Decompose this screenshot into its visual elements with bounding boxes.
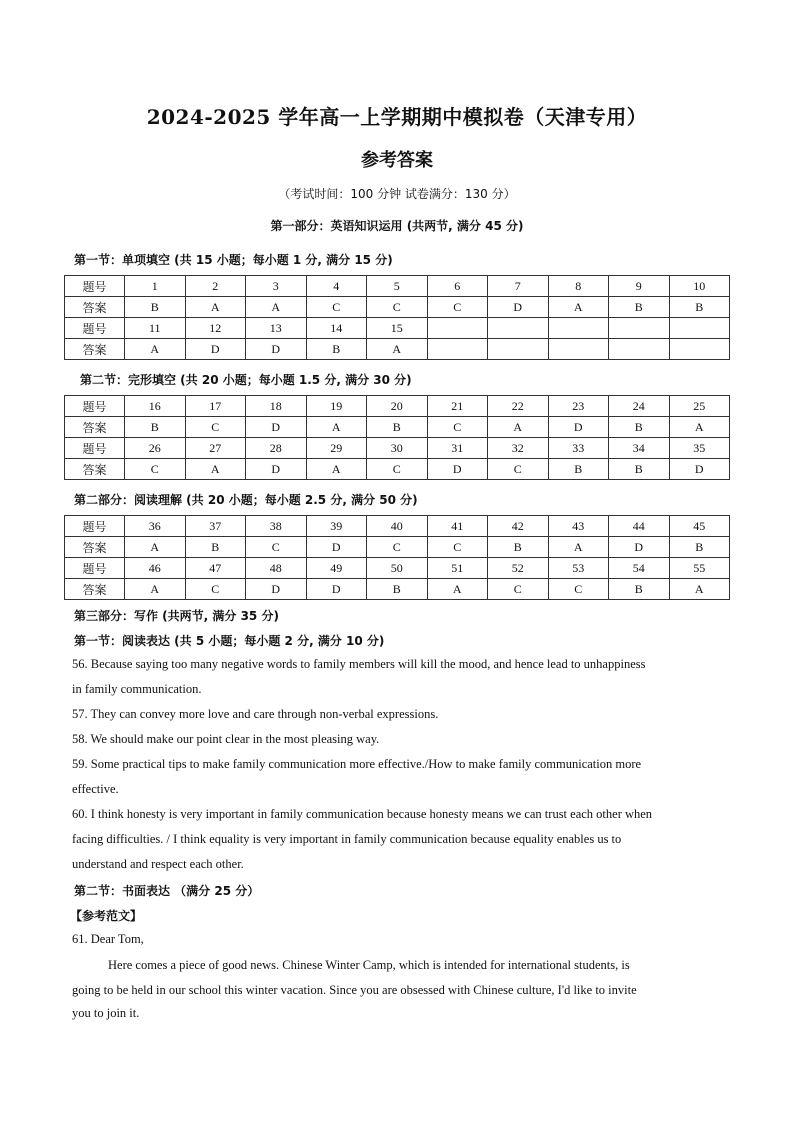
answer-56-line2: in family communication. xyxy=(72,682,202,696)
question-number-cell: 28 xyxy=(246,438,307,459)
answer-table-2 xyxy=(64,395,730,480)
question-number-cell: 40 xyxy=(367,516,428,537)
answer-cell: A xyxy=(306,417,367,438)
answer-59-line2: effective. xyxy=(72,782,119,796)
question-number-cell: 14 xyxy=(306,318,367,339)
question-number-cell: 21 xyxy=(427,396,488,417)
part1-heading: 第一部分：英语知识运用 (共两节, 满分 45 分) xyxy=(270,219,524,233)
question-number-cell: 44 xyxy=(609,516,670,537)
question-number-cell: 2 xyxy=(185,276,246,297)
table-row xyxy=(65,516,730,537)
question-number-cell: 1 xyxy=(125,276,186,297)
question-number-cell: 45 xyxy=(669,516,730,537)
section1-heading: 第一节：单项填空 (共 15 小题；每小题 1 分, 满分 15 分) xyxy=(74,253,393,267)
answer-58: 58. We should make our point clear in the most pleasing way. xyxy=(72,732,380,746)
answer-60-line1: 60. I think honesty is very important in family communication because honesty means we can trust each other when xyxy=(72,807,653,821)
table-row xyxy=(65,537,730,558)
question-number-cell: 29 xyxy=(306,438,367,459)
answer-cell: C xyxy=(367,459,428,480)
answer-cell xyxy=(427,339,488,360)
answer-cell: A xyxy=(125,579,186,600)
answer-cell: C xyxy=(427,297,488,318)
part2-heading: 第二部分：阅读理解 (共 20 小题；每小题 2.5 分, 满分 50 分) xyxy=(74,493,418,507)
answer-cell: D xyxy=(246,579,307,600)
question-number-cell: 22 xyxy=(488,396,549,417)
question-number-cell: 48 xyxy=(246,558,307,579)
question-number-cell: 3 xyxy=(246,276,307,297)
question-number-cell: 15 xyxy=(367,318,428,339)
question-number-cell: 19 xyxy=(306,396,367,417)
answer-60-line3: understand and respect each other. xyxy=(72,857,244,871)
answer-cell: D xyxy=(246,339,307,360)
row-label-question: 题号 xyxy=(65,396,125,417)
answer-cell: B xyxy=(367,579,428,600)
question-number-cell xyxy=(427,318,488,339)
answer-cell: C xyxy=(427,537,488,558)
answer-cell: B xyxy=(548,459,609,480)
question-number-cell: 50 xyxy=(367,558,428,579)
answer-cell: B xyxy=(367,417,428,438)
question-number-cell: 25 xyxy=(669,396,730,417)
answer-cell: A xyxy=(185,297,246,318)
table-row xyxy=(65,339,730,360)
answer-cell: A xyxy=(669,417,730,438)
letter-line2: going to be held in our school this winter vacation. Since you are obsessed with Chinese culture, I'd like to invite xyxy=(72,983,637,997)
answer-cell: C xyxy=(488,459,549,480)
table-row xyxy=(65,417,730,438)
question-number-cell: 42 xyxy=(488,516,549,537)
question-number-cell: 26 xyxy=(125,438,186,459)
row-label-question: 题号 xyxy=(65,438,125,459)
answer-cell: A xyxy=(125,537,186,558)
question-number-cell: 54 xyxy=(609,558,670,579)
answer-cell: C xyxy=(185,417,246,438)
question-number-cell: 55 xyxy=(669,558,730,579)
question-number-cell xyxy=(669,318,730,339)
answer-59-line1: 59. Some practical tips to make family communication more effective./How to make family communication more xyxy=(72,757,642,771)
answer-57: 57. They can convey more love and care through non-verbal expressions. xyxy=(72,707,439,721)
question-number-cell: 41 xyxy=(427,516,488,537)
part3-section2-heading: 第二节：书面表达 （满分 25 分） xyxy=(74,884,260,898)
answer-cell: C xyxy=(488,579,549,600)
answer-table-1 xyxy=(64,275,730,360)
answer-cell: C xyxy=(367,297,428,318)
question-number-cell: 4 xyxy=(306,276,367,297)
row-label-answer: 答案 xyxy=(65,297,125,318)
answer-cell: B xyxy=(609,459,670,480)
answer-cell xyxy=(488,339,549,360)
question-number-cell: 27 xyxy=(185,438,246,459)
question-number-cell: 33 xyxy=(548,438,609,459)
row-label-answer: 答案 xyxy=(65,339,125,360)
sample-essay-label: 【参考范文】 xyxy=(70,909,143,923)
question-number-cell: 52 xyxy=(488,558,549,579)
answer-cell: A xyxy=(669,579,730,600)
answer-60-line2: facing difficulties. / I think equality is very important in family communication because equality enables us to xyxy=(72,832,622,846)
question-number-cell: 37 xyxy=(185,516,246,537)
question-number-cell: 6 xyxy=(427,276,488,297)
answer-cell: D xyxy=(609,537,670,558)
exam-info: （考试时间：100 分钟 试卷满分：130 分） xyxy=(278,187,516,201)
row-label-question: 题号 xyxy=(65,276,125,297)
answer-56-line1: 56. Because saying too many negative words to family members will kill the mood, and hence lead to unhappiness xyxy=(72,657,646,671)
question-number-cell: 32 xyxy=(488,438,549,459)
table-row xyxy=(65,276,730,297)
page-title: 2024-2025 学年高一上学期期中模拟卷（天津专用） xyxy=(146,105,648,129)
question-number-cell: 31 xyxy=(427,438,488,459)
answer-cell: D xyxy=(669,459,730,480)
answer-cell: C xyxy=(548,579,609,600)
answer-cell: A xyxy=(306,459,367,480)
question-number-cell: 16 xyxy=(125,396,186,417)
answer-cell: C xyxy=(367,537,428,558)
answer-cell: B xyxy=(609,417,670,438)
table-row xyxy=(65,318,730,339)
question-number-cell: 51 xyxy=(427,558,488,579)
question-number-cell: 5 xyxy=(367,276,428,297)
table-row xyxy=(65,579,730,600)
table-row xyxy=(65,297,730,318)
question-number-cell xyxy=(488,318,549,339)
question-number-cell: 46 xyxy=(125,558,186,579)
question-number-cell: 18 xyxy=(246,396,307,417)
question-number-cell xyxy=(548,318,609,339)
answer-cell: C xyxy=(246,537,307,558)
answer-cell: D xyxy=(246,417,307,438)
row-label-answer: 答案 xyxy=(65,417,125,438)
letter-line3: you to join it. xyxy=(72,1006,140,1020)
answer-cell: D xyxy=(246,459,307,480)
answer-cell: B xyxy=(609,579,670,600)
answer-cell xyxy=(609,339,670,360)
answer-cell: A xyxy=(548,537,609,558)
question-number-cell: 13 xyxy=(246,318,307,339)
question-number-cell xyxy=(609,318,670,339)
answer-cell: B xyxy=(609,297,670,318)
question-number-cell: 43 xyxy=(548,516,609,537)
answer-cell: C xyxy=(427,417,488,438)
answer-cell: D xyxy=(306,537,367,558)
answer-cell: A xyxy=(488,417,549,438)
answer-cell: A xyxy=(427,579,488,600)
answer-cell: C xyxy=(125,459,186,480)
answer-cell xyxy=(548,339,609,360)
question-number-cell: 36 xyxy=(125,516,186,537)
question-number-cell: 35 xyxy=(669,438,730,459)
answer-cell: B xyxy=(669,297,730,318)
question-number-cell: 47 xyxy=(185,558,246,579)
answer-cell: B xyxy=(488,537,549,558)
question-number-cell: 12 xyxy=(185,318,246,339)
question-number-cell: 8 xyxy=(548,276,609,297)
row-label-question: 题号 xyxy=(65,516,125,537)
row-label-answer: 答案 xyxy=(65,579,125,600)
answer-cell: D xyxy=(185,339,246,360)
table-row xyxy=(65,438,730,459)
part3-heading: 第三部分：写作 (共两节, 满分 35 分) xyxy=(74,609,279,623)
answer-cell: D xyxy=(427,459,488,480)
question-number-cell: 23 xyxy=(548,396,609,417)
question-number-cell: 10 xyxy=(669,276,730,297)
answer-table-3 xyxy=(64,515,730,600)
section2-heading: 第二节：完形填空 (共 20 小题；每小题 1.5 分, 满分 30 分) xyxy=(80,373,412,387)
row-label-answer: 答案 xyxy=(65,459,125,480)
answer-cell: A xyxy=(548,297,609,318)
answer-cell: C xyxy=(306,297,367,318)
part3-section1-heading: 第一节：阅读表达 (共 5 小题；每小题 2 分, 满分 10 分) xyxy=(74,634,385,648)
answer-cell: C xyxy=(185,579,246,600)
answer-cell: B xyxy=(125,417,186,438)
question-number-cell: 53 xyxy=(548,558,609,579)
answer-cell: A xyxy=(367,339,428,360)
answer-cell: B xyxy=(306,339,367,360)
answer-cell: A xyxy=(125,339,186,360)
table-row xyxy=(65,459,730,480)
table-row xyxy=(65,396,730,417)
letter-greeting: 61. Dear Tom, xyxy=(72,932,144,946)
table-row xyxy=(65,558,730,579)
question-number-cell: 20 xyxy=(367,396,428,417)
question-number-cell: 17 xyxy=(185,396,246,417)
question-number-cell: 49 xyxy=(306,558,367,579)
question-number-cell: 7 xyxy=(488,276,549,297)
row-label-question: 题号 xyxy=(65,318,125,339)
question-number-cell: 39 xyxy=(306,516,367,537)
answer-cell: B xyxy=(669,537,730,558)
answer-cell: A xyxy=(185,459,246,480)
question-number-cell: 30 xyxy=(367,438,428,459)
answer-cell xyxy=(669,339,730,360)
answer-cell: D xyxy=(548,417,609,438)
question-number-cell: 24 xyxy=(609,396,670,417)
answer-cell: B xyxy=(185,537,246,558)
row-label-question: 题号 xyxy=(65,558,125,579)
question-number-cell: 38 xyxy=(246,516,307,537)
answer-cell: D xyxy=(488,297,549,318)
page-subtitle: 参考答案 xyxy=(361,150,433,171)
question-number-cell: 9 xyxy=(609,276,670,297)
answer-cell: D xyxy=(306,579,367,600)
letter-line1: Here comes a piece of good news. Chinese Winter Camp, which is intended for international students, is xyxy=(108,958,630,972)
question-number-cell: 34 xyxy=(609,438,670,459)
answer-cell: B xyxy=(125,297,186,318)
question-number-cell: 11 xyxy=(125,318,186,339)
answer-cell: A xyxy=(246,297,307,318)
row-label-answer: 答案 xyxy=(65,537,125,558)
